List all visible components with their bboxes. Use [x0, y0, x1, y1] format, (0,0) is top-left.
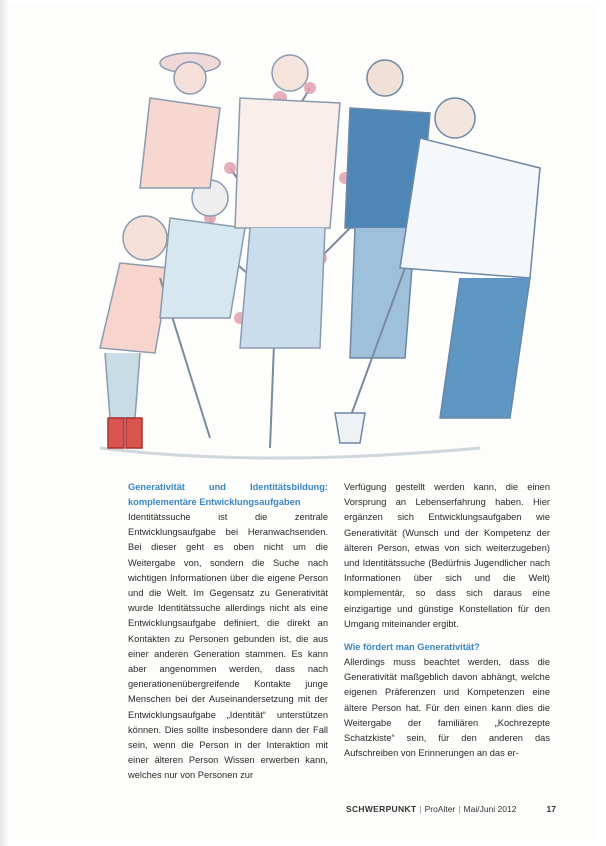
column-right — [344, 480, 550, 761]
section-heading-how: Wie fördert man Generativität? — [344, 642, 480, 653]
footer-magazine: ProAlter — [424, 804, 456, 814]
column-left — [128, 480, 328, 784]
page-footer — [346, 804, 556, 818]
section-heading-generativity: Generativität und Identitätsbildung: komplementäre Entwicklungsaufgaben — [128, 482, 328, 507]
footer-separator: | — [419, 804, 422, 814]
footer-separator: | — [458, 804, 461, 814]
paragraph-complementary: Verfügung gestellt werden kann, die einen Vorsprung an Lebenserfahrung haben. Hier ergänzen sich Entwicklungsaufgaben wie Generativität (Wunsch und der Kompetenz der älteren Person, etwas von sich weiterzugeben) und Identitätssuche (Bedürfnis Jugendlicher nach Informationen über sich und die Welt) komplementär, so dass sich daraus eine einzigartige und günstige Konstellation für den Umgang miteinander ergibt. — [344, 482, 550, 629]
person-middle — [235, 55, 340, 348]
page-shadow — [0, 0, 8, 846]
person-hat — [140, 53, 220, 188]
paragraph-identity: Identitätssuche ist die zentrale Entwicklungsaufgabe bei Heranwachsenden. Bei dieser geht es oben nicht um die Weitergabe von, sondern die Suche nach wichtigen Informationen über die eigene Person und die Welt. Im Gegensatz zu Generativität wurde Identitätssuche allerdings nicht als eine Entwicklungsaufgabe definiert, die direkt an Kontakten zu Personen gebunden ist, die aus einer anderen Generation stammen. Es kann aber angenommen werden, dass nach generationenübergreifende Kontakte junge Menschen bei der Auseinandersetzung mit der Entwicklungsaufgabe „Identität“ unterstützen können. Dies sollte insbesondere dann der Fall sein, wenn die Person in der Interaktion mit einer älteren Person Wissen erwerben kann, welches nur von Personen zur — [128, 512, 328, 781]
paragraph-spacer — [344, 632, 550, 640]
paragraph-preferences: Allerdings muss beachtet werden, dass die Generativität maßgeblich davon abhängt, welche eigenen Präferenzen und Kompetenzen eine ältere Person hat. Für den einen kann dies die Weitergabe der familiären „Kochrezepte Schatzkiste“ sein, für den anderen das Aufschreiben von Erinnerungen an das er- — [344, 657, 550, 759]
person-elder-left — [160, 180, 245, 318]
page-number: 17 — [546, 804, 556, 814]
ground-stroke — [100, 448, 480, 458]
footer-section: SCHWERPUNKT — [346, 804, 417, 814]
illustration-tree-planting — [60, 18, 560, 488]
footer-issue: Mai/Juni 2012 — [463, 804, 517, 814]
